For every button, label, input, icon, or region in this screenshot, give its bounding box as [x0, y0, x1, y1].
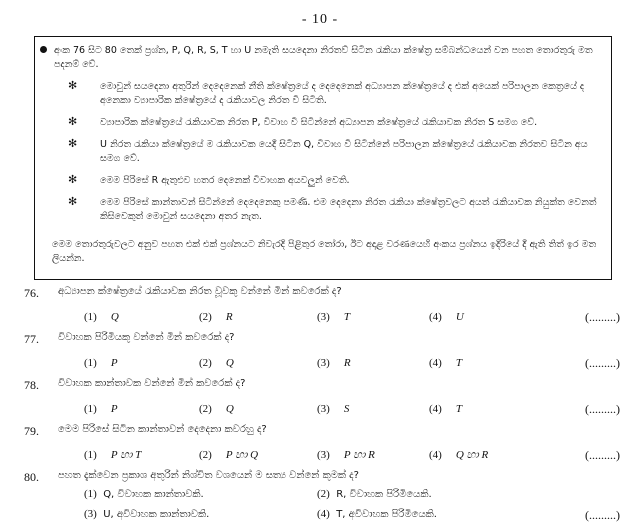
question-text: අධ්‍යාපන ක්ෂේත්‍රයේ රැකියාවක නිරත වූවකු වන්නේ මින් කවරෙක් ද? — [58, 286, 342, 297]
option-1[interactable]: (1) Q — [84, 311, 119, 323]
instruction-text: මෙම තොරතුරුවලට අනුව පහත එක් එක් ප්‍රශ්නයට නිවැරදි පිළිතුර තෝරා, ඊට අදාළ වරණයෙහි අංකය ප්‍රශ්නය ඉදිරියේ දී ඇති තිත් ඉර මත ලියන්න. — [52, 239, 597, 264]
facts-list — [68, 80, 608, 232]
fact-item: ✻ U නිරත රැකියා ක්ෂේත්‍රයේ ම රැකියාවක යෙදී සිටින Q, විවාහ වී සිටින්නේ පරිපාලන ක්ෂේත්‍රයේ රැකියාවක නිරතව සිටින අය සමග වේ. — [68, 137, 588, 164]
option-4[interactable]: (4) T — [429, 403, 462, 415]
question-number: 80. — [24, 470, 39, 484]
answer-blank[interactable]: (.........) — [585, 448, 620, 462]
option-2[interactable]: (2) Q — [199, 357, 234, 369]
options-row — [84, 448, 624, 464]
option-3[interactable]: (3) S — [317, 403, 350, 415]
option-3[interactable]: (3) R — [317, 357, 351, 369]
fact-item: ✻ මෙම පිරිසේ R ඇතුළුව හතර දෙනෙක් විවාහක අයවලුන් වෙති. — [68, 173, 350, 186]
answer-blank[interactable]: (.........) — [585, 508, 620, 522]
fact-item: ✻ මෙම පිරිසේ කාන්තාවන් සිටින්නේ දෙදෙනෙකු පමණි. එම දෙදෙනා නිරත රැකියා ක්ෂේත්‍රවලට අයත් රැකියාවක නියුක්ත වෙනත් කිසිවෙකුත් මොවුන් සයදෙනා අතර නැත. — [68, 195, 597, 222]
fact-item: ✻ මොවුන් සයදෙනා අතුරින් දෙදෙනෙක් නීති ක්ෂේත්‍රයේ ද දෙදෙනෙක් අධ්‍යාපන ක්ෂේත්‍රයේ ද එක් අයෙක් පරිපාලන කෙත්‍රයේ ද අනෙකා ව්‍යාපාරික ක්ෂේත්‍රයේ ද රැකියාවල නිරත වී සිටිති. — [68, 79, 585, 106]
answer-blank[interactable]: (.........) — [585, 356, 620, 370]
option-1[interactable]: (1) P — [84, 403, 118, 415]
question-text: විවාහක පිරිමියකු වන්නේ මින් කවරෙක් ද? — [58, 332, 235, 343]
question-number: 77. — [24, 332, 39, 346]
options-row — [84, 402, 624, 418]
question-number: 79. — [24, 424, 39, 438]
asterisk-icon: ✻ — [68, 195, 78, 208]
bullet-icon — [40, 46, 47, 53]
question-number: 76. — [24, 286, 39, 300]
intro-text: අංක 76 සිට 80 තෙක් ප්‍රශ්න, P, Q, R, S, T හා U නමැති සයදෙනා නිරතව් සිටින රැකියා ක්ෂේත්‍ර සම්බන්ධයෙන් වන පහත තොරතුරු මත පදනම් වේ. — [54, 45, 593, 70]
fact-item: ✻ ව්‍යාපාරික ක්ෂේත්‍රයේ රැකියාවක නිරත P, විවාහ වී සිටින්නේ අධ්‍යාපන ක්ෂේත්‍රයේ රැකියාවක නිරත S සමග වේ. — [68, 115, 538, 128]
question-80 — [24, 470, 624, 530]
asterisk-icon: ✻ — [68, 173, 78, 186]
asterisk-icon: ✻ — [68, 115, 78, 128]
options-row — [84, 356, 624, 372]
question-text: මෙම පිරිසේ සිටින කාන්තාවන් දෙදෙනා කවරහු ද? — [58, 424, 267, 435]
option-4[interactable]: (4) T — [429, 357, 462, 369]
option-3[interactable]: (3) U, අවිවාහක කාන්තාවකි. — [84, 508, 210, 520]
question-text: විවාහක කාන්තාවක වන්නේ මින් කවරෙක් ද? — [58, 378, 246, 389]
option-2[interactable]: (2) R — [199, 311, 233, 323]
option-3[interactable]: (3) T — [317, 311, 350, 323]
answer-blank[interactable]: (.........) — [585, 310, 620, 324]
option-1[interactable]: (1) P හා T — [84, 449, 142, 461]
page-number: - 10 - — [301, 12, 339, 27]
option-2[interactable]: (2) P හා Q — [199, 449, 259, 461]
option-4[interactable]: (4) Q හා R — [429, 449, 489, 461]
question-text: පහත දැක්වෙන ප්‍රකාශ අතුරින් නිශ්චිත වශයෙන් ම සත්‍ය වන්නේ කුමක් ද? — [58, 470, 359, 481]
option-2[interactable]: (2) Q — [199, 403, 234, 415]
question-number: 78. — [24, 378, 39, 392]
option-3[interactable]: (3) P හා R — [317, 449, 375, 461]
option-4[interactable]: (4) U — [429, 311, 464, 323]
asterisk-icon: ✻ — [68, 137, 78, 150]
option-2[interactable]: (2) R, විවාහක පිරිමියෙකි. — [317, 488, 432, 500]
options-row — [84, 310, 624, 326]
answer-blank[interactable]: (.........) — [585, 402, 620, 416]
asterisk-icon: ✻ — [68, 79, 78, 92]
option-1[interactable]: (1) Q, විවාහක කාන්තාවකි. — [84, 488, 204, 500]
option-4[interactable]: (4) T, අවිවාහක පිරිමියෙකි. — [317, 508, 437, 520]
option-1[interactable]: (1) P — [84, 357, 118, 369]
